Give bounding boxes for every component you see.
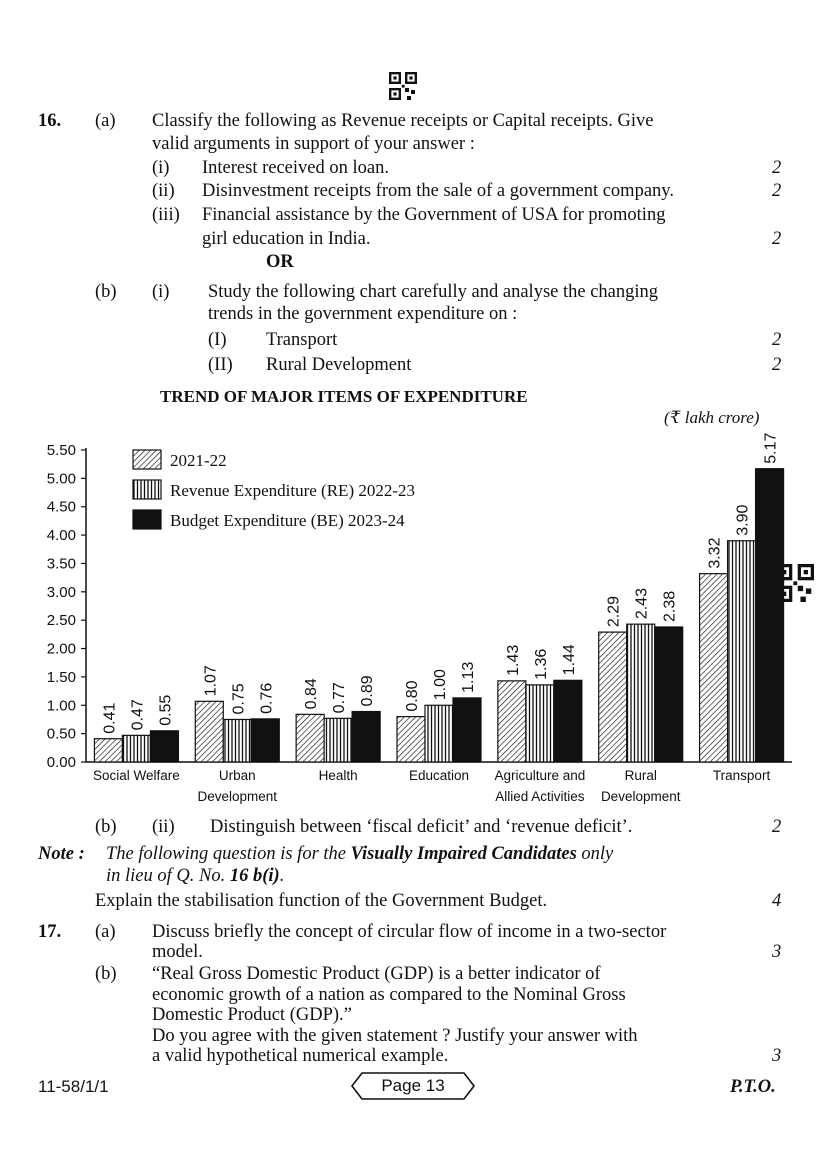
note-line2-pre: in lieu of Q. No. — [106, 866, 230, 886]
bar-value-label: 1.00 — [432, 669, 449, 701]
bar-value-label: 1.44 — [560, 644, 578, 676]
q16b-line1: Study the following chart carefully and analyse the changing — [208, 282, 659, 302]
item-iii-text2: girl education in India. — [202, 229, 371, 249]
note-line2-post: . — [279, 866, 285, 886]
bar-value-label: 0.89 — [359, 675, 377, 707]
bar — [150, 731, 178, 762]
part-b-ii-label: (b) — [95, 817, 117, 837]
q16b-line2: trends in the government expenditure on : — [208, 304, 518, 324]
chart-unit: (₹ lakh crore) — [664, 408, 760, 427]
item-iii-label: (iii) — [152, 205, 180, 225]
bar — [195, 701, 223, 762]
legend-swatch — [133, 480, 161, 499]
q16a-line2: valid arguments in support of your answer : — [152, 134, 475, 154]
y-tick-label: 3.00 — [46, 583, 76, 601]
bar — [756, 469, 784, 762]
y-tick-label: 0.00 — [46, 754, 76, 771]
item-ii-text: Disinvestment receipts from the sale of a government company. — [202, 181, 674, 201]
item-iii-marks: 2 — [772, 229, 782, 249]
q17a-line1: Discuss briefly the concept of circular flow of income in a two-sector — [152, 922, 667, 942]
y-tick-label: 4.50 — [46, 498, 76, 516]
bar — [453, 698, 481, 762]
y-tick-label: 4.00 — [46, 527, 76, 545]
bar — [554, 680, 582, 762]
sub-I-label: (I) — [208, 330, 227, 350]
x-category-label: Urban — [218, 768, 256, 783]
bar — [223, 719, 251, 762]
paper-code: 11-58/1/1 — [38, 1077, 109, 1096]
note-question: Explain the stabilisation function of the Government Budget. — [95, 891, 548, 911]
legend-swatch — [133, 510, 161, 529]
q17b-line1: “Real Gross Domestic Product (GDP) is a better indicator of — [152, 964, 601, 984]
x-category-label: Transport — [712, 768, 771, 783]
q17-b-label: (b) — [95, 964, 117, 984]
bar-value-label: 5.17 — [762, 432, 780, 464]
part-b-label: (b) — [95, 282, 117, 302]
bar-value-label: 3.90 — [734, 504, 752, 536]
bar — [498, 681, 526, 762]
q17-a-label: (a) — [95, 922, 116, 942]
expenditure-bar-chart — [0, 425, 827, 810]
bar — [655, 627, 683, 762]
bar-value-label: 0.77 — [331, 682, 349, 714]
note-line2-bold: 16 b(i) — [229, 866, 280, 886]
chart-title: TREND OF MAJOR ITEMS OF EXPENDITURE — [160, 387, 528, 406]
part-a-label: (a) — [95, 111, 116, 131]
bar-value-label: 0.55 — [157, 694, 175, 726]
note-line1-bold: Visually Impaired Candidates — [350, 844, 577, 864]
sub-II-label: (II) — [208, 355, 233, 375]
bar-value-label: 0.84 — [303, 678, 321, 710]
bar — [122, 735, 150, 762]
pto: P.T.O. — [730, 1077, 776, 1097]
y-tick-label: 5.00 — [46, 470, 76, 488]
item-iii-text: Financial assistance by the Government of USA for promoting — [202, 205, 666, 225]
note-label: Note : — [38, 844, 85, 864]
bar — [296, 714, 324, 762]
bar-value-label: 1.07 — [202, 665, 220, 697]
bar-value-label: 0.47 — [129, 699, 147, 731]
item-ii-marks: 2 — [772, 181, 782, 201]
q16b-ii-marks: 2 — [772, 817, 782, 837]
bar-value-label: 2.43 — [633, 588, 651, 620]
x-category-label: Social Welfare — [93, 768, 180, 783]
bar — [397, 717, 425, 762]
y-tick-label: 1.50 — [46, 668, 76, 686]
item-ii-label: (ii) — [152, 181, 175, 201]
sub-II-marks: 2 — [772, 355, 782, 375]
q16a-line1: Classify the following as Revenue receipts or Capital receipts. Give — [152, 111, 654, 131]
bar — [627, 624, 655, 762]
q17b-line4: Do you agree with the given statement ? Justify your answer with — [152, 1026, 638, 1046]
y-tick-label: 2.00 — [46, 640, 76, 658]
sub-I-text: Transport — [266, 330, 338, 350]
q16b-ii-text: Distinguish between ‘fiscal deficit’ and ‘revenue deficit’. — [210, 817, 633, 837]
q17b-line5: a valid hypothetical numerical example. — [152, 1046, 449, 1066]
q17b-marks: 3 — [772, 1046, 782, 1066]
bar — [599, 632, 627, 762]
note-line1 — [106, 843, 613, 865]
x-category-label: Education — [408, 768, 470, 783]
part-b-ii-num: (ii) — [152, 817, 175, 837]
legend-label: Revenue Expenditure (RE) 2022-23 — [170, 481, 416, 500]
item-i-marks: 2 — [772, 158, 782, 178]
sub-I-marks: 2 — [772, 330, 782, 350]
bar — [352, 712, 380, 762]
note-line1-post: only — [576, 844, 614, 864]
legend-swatch — [133, 450, 161, 469]
item-i-label: (i) — [152, 158, 170, 178]
bar-value-label: 1.13 — [460, 661, 477, 693]
bar — [251, 719, 279, 762]
bar-value-label: 1.43 — [504, 644, 522, 676]
bar-value-label: 0.75 — [230, 683, 248, 715]
question-number-17: 17. — [38, 922, 62, 942]
item-i-text: Interest received on loan. — [202, 158, 389, 178]
bar — [324, 718, 352, 762]
qr-code-top — [389, 72, 417, 100]
bar — [728, 541, 756, 762]
q17a-marks: 3 — [772, 942, 782, 962]
y-tick-label: 1.00 — [46, 697, 76, 715]
bar-value-label: 3.32 — [706, 537, 724, 569]
y-tick-label: 5.50 — [46, 442, 76, 459]
note-line1-pre: The following question is for the — [106, 844, 351, 864]
x-category-label: Development — [197, 789, 278, 804]
bar — [94, 739, 122, 762]
x-category-label: Development — [600, 789, 681, 804]
bar — [700, 574, 728, 762]
x-category-label: Health — [318, 768, 358, 783]
question-number-16: 16. — [38, 111, 62, 131]
bar-value-label: 2.38 — [661, 590, 679, 622]
note-line2 — [106, 865, 284, 887]
q17b-line2: economic growth of a nation as compared to the Nominal Gross — [152, 985, 626, 1005]
note-marks: 4 — [772, 891, 782, 911]
bar-value-label: 0.41 — [101, 702, 119, 734]
or-separator: OR — [266, 252, 294, 272]
y-tick-label: 0.50 — [46, 725, 76, 743]
y-tick-label: 2.50 — [46, 612, 76, 630]
bar — [425, 705, 453, 762]
page-number: Page 13 — [381, 1076, 445, 1095]
bar-value-label: 1.36 — [532, 648, 550, 680]
bar-value-label: 2.29 — [605, 595, 623, 628]
x-category-label: Rural — [624, 768, 657, 783]
x-category-label: Agriculture and — [494, 768, 586, 783]
bar-value-label: 0.80 — [404, 680, 421, 712]
y-tick-label: 3.50 — [46, 555, 76, 573]
legend-label: 2021-22 — [170, 451, 227, 470]
part-b-i-label: (i) — [152, 282, 170, 302]
bar — [526, 685, 554, 762]
q17a-line2: model. — [152, 942, 203, 962]
sub-II-text: Rural Development — [266, 355, 412, 375]
x-category-label: Allied Activities — [495, 789, 585, 804]
legend-label: Budget Expenditure (BE) 2023-24 — [170, 511, 405, 530]
bar-value-label: 0.76 — [258, 682, 276, 714]
q17b-line3: Domestic Product (GDP).” — [152, 1005, 352, 1025]
